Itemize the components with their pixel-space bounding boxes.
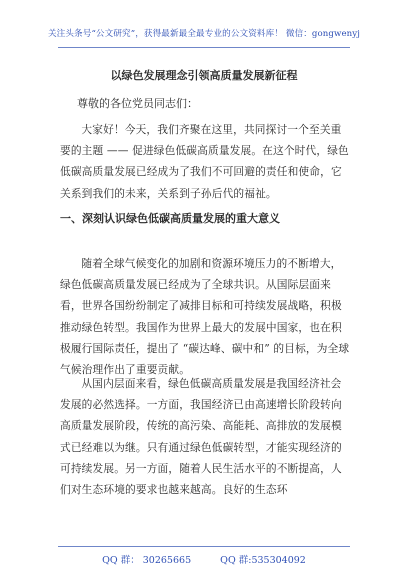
header-divider bbox=[58, 47, 350, 48]
document-title: 以绿色发展理念引领高质量发展新征程 bbox=[110, 69, 298, 82]
salutation: 尊敬的各位党员同志们： bbox=[77, 97, 198, 110]
header-promo-text: 关注头条号“公文研究”，获得最新最全最专业的公文资料库！ 微信：gongwenyj bbox=[47, 29, 361, 39]
paragraph-domestic: 从国内层面来看，绿色低碳高质量发展是我国经济社会发展的必然选择。一方面，我国经济已由高速增长阶段转向高质量发展阶段，传统的高污染、高能耗、高排放的发展模式已经难以为继。只有通过绿色低碳转型，才能实现经济的可持续发展。另一方面，随着人民生活水平的不断提高，人们对生态环境的要求也越来越高。良好的生态环 bbox=[60, 377, 342, 497]
footer-divider bbox=[58, 546, 350, 547]
footer-contacts bbox=[0, 552, 408, 566]
footer-qq-group-1: QQ 群： 30265665 bbox=[102, 555, 192, 566]
paragraph-international: 随着全球气候变化的加剧和资源环境压力的不断增大，绿色低碳高质量发展已经成为了全球共识。从国际层面来看，世界各国纷纷制定了减排目标和可持续发展战略，积极推动绿色转型。我国作为世界上最大的发展中国家，也在积极履行国际责任，提出了 “碳达峰、碳中和” 的目标，为全球气候治理作出了重要贡献。 bbox=[60, 257, 350, 377]
footer-qq-group-2: QQ 群:535304092 bbox=[220, 555, 306, 566]
section-heading: 一、深刻认识绿色低碳高质量发展的重大意义 bbox=[60, 212, 280, 225]
paragraph-opening: 大家好！今天，我们齐聚在这里，共同探讨一个至关重要的主题 —— 促进绿色低碳高质量发展。在这个时代，绿色低碳高质量发展已经成为了我们不可回避的责任和使命，它关系到我们的未来，关系到子孙后代的福祉。 bbox=[60, 123, 349, 200]
